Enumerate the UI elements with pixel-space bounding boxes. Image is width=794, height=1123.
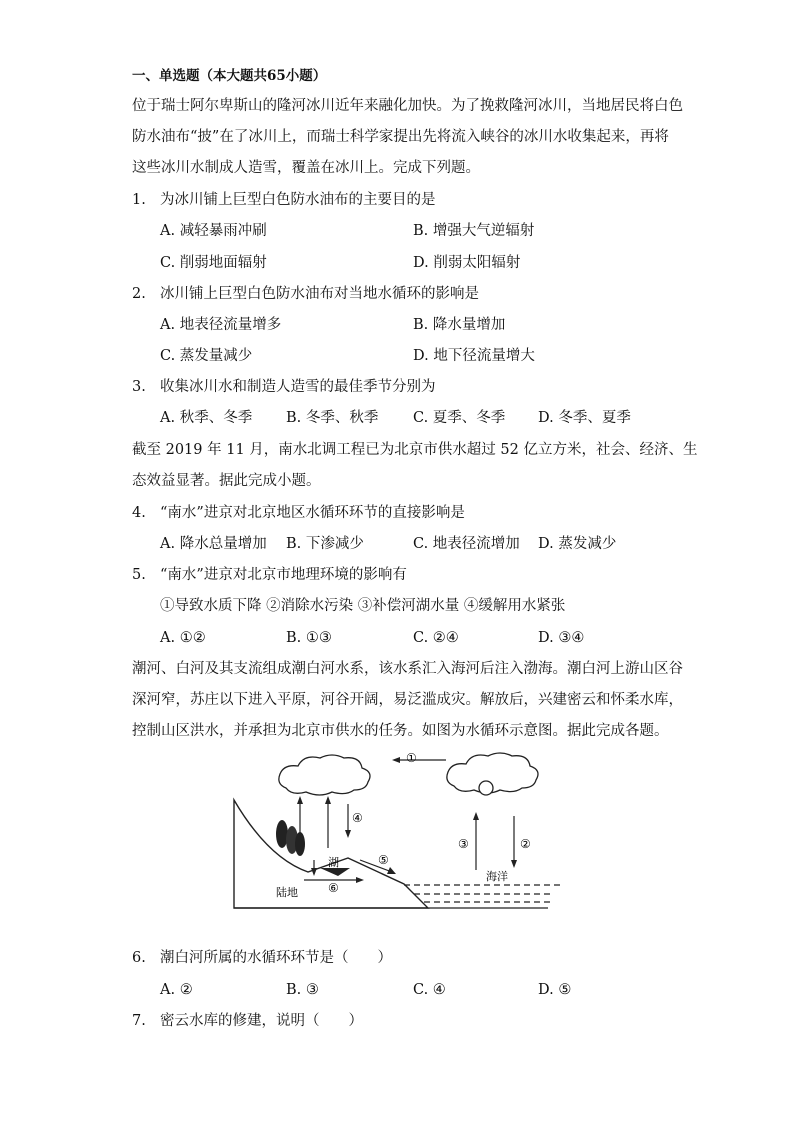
lake — [320, 868, 350, 876]
q5-option-d: D. ③④ — [538, 630, 585, 646]
question-7 — [132, 1011, 363, 1031]
passage2-line1: 截至 2019 年 11 月，南水北调工程已为北京市供水超过 52 亿立方米，社会、经济、生 — [132, 442, 698, 458]
q6-option-c: C. ④ — [413, 982, 446, 998]
question-stem: 为冰川铺上巨型白色防水油布的主要目的是 — [160, 192, 436, 208]
q2-option-d: D. 地下径流量增大 — [413, 348, 535, 364]
question-3 — [132, 377, 436, 397]
q5-option-b: B. ①③ — [286, 630, 332, 646]
q2-option-a: A. 地表径流量增多 — [160, 317, 282, 333]
question-number: 7. — [132, 1013, 146, 1029]
passage1-line1: 位于瑞士阿尔卑斯山的隆河冰川近年来融化加快。为了挽救隆河冰川，当地居民将白色 — [132, 98, 683, 114]
q1-option-d: D. 削弱太阳辐射 — [413, 255, 521, 271]
ocean-label: 海洋 — [486, 870, 508, 883]
question-stem: 收集冰川水和制造人造雪的最佳季节分别为 — [160, 379, 436, 395]
q1-option-a: A. 减轻暴雨冲刷 — [160, 223, 267, 239]
q2-option-c: C. 蒸发量减少 — [160, 348, 253, 364]
question-6 — [132, 948, 392, 968]
water-cycle-diagram — [228, 748, 568, 914]
question-5 — [132, 565, 407, 585]
q4-option-b: B. 下渗减少 — [286, 536, 364, 552]
land-label: 陆地 — [276, 886, 298, 899]
passage2-line2: 态效益显著。据此完成小题。 — [132, 473, 321, 489]
question-4 — [132, 503, 465, 523]
passage3-line1: 潮河、白河及其支流组成潮白河水系，该水系汇入海河后注入渤海。潮白河上游山区谷 — [132, 661, 683, 677]
q4-option-d: D. 蒸发减少 — [538, 536, 617, 552]
passage3-line2: 深河窄，苏庄以下进入平原，河谷开阔，易泛滥成灾。解放后，兴建密云和怀柔水库， — [132, 692, 683, 708]
label-5: ⑤ — [378, 853, 389, 867]
q4-option-c: C. 地表径流增加 — [413, 536, 520, 552]
question-number: 3. — [132, 379, 146, 395]
q4-option-a: A. 降水总量增加 — [160, 536, 267, 552]
label-4: ④ — [352, 811, 363, 825]
question-stem: 密云水库的修建，说明（ ） — [160, 1013, 363, 1029]
label-2: ② — [520, 837, 531, 851]
q2-option-b: B. 降水量增加 — [413, 317, 506, 333]
q5-choices: ①导致水质下降 ②消除水污染 ③补偿河湖水量 ④缓解用水紧张 — [160, 598, 566, 614]
q5-option-c: C. ②④ — [413, 630, 459, 646]
passage1-line3: 这些冰川水制成人造雪，覆盖在冰川上。完成下列题。 — [132, 160, 480, 176]
passage3-line3: 控制山区洪水，并承担为北京市供水的任务。如图为水循环示意图。据此完成各题。 — [132, 723, 669, 739]
question-number: 4. — [132, 505, 146, 521]
q3-option-a: A. 秋季、冬季 — [160, 410, 253, 426]
question-number: 5. — [132, 567, 146, 583]
question-stem: “南水”进京对北京地区水循环环节的直接影响是 — [160, 505, 465, 521]
question-number: 1. — [132, 192, 146, 208]
q5-option-a: A. ①② — [160, 630, 206, 646]
left-cloud — [279, 755, 370, 795]
q3-option-d: D. 冬季、夏季 — [538, 410, 631, 426]
cloud-drop — [479, 781, 493, 795]
q6-option-d: D. ⑤ — [538, 982, 572, 998]
q1-option-b: B. 增强大气逆辐射 — [413, 223, 535, 239]
q3-option-c: C. 夏季、冬季 — [413, 410, 506, 426]
question-2 — [132, 284, 479, 304]
lake-label: 湖 — [328, 856, 339, 869]
question-number: 6. — [132, 950, 146, 966]
label-1: ① — [406, 751, 417, 765]
q3-option-b: B. 冬季、秋季 — [286, 410, 379, 426]
question-1 — [132, 190, 436, 210]
label-3: ③ — [458, 837, 469, 851]
tree-1 — [276, 820, 288, 848]
q1-option-c: C. 削弱地面辐射 — [160, 255, 267, 271]
label-6: ⑥ — [328, 881, 339, 895]
arrow-1-head — [392, 757, 400, 763]
passage1-line2: 防水油布“披”在了冰川上，而瑞士科学家提出先将流入峡谷的冰川水收集起来，再将 — [132, 129, 669, 145]
section-heading: 一、单选题（本大题共65小题） — [132, 68, 327, 84]
question-stem: 冰川铺上巨型白色防水油布对当地水循环的影响是 — [160, 286, 479, 302]
question-number: 2. — [132, 286, 146, 302]
question-stem: “南水”进京对北京市地理环境的影响有 — [160, 567, 407, 583]
q6-option-a: A. ② — [160, 982, 193, 998]
question-stem: 潮白河所属的水循环环节是（ ） — [160, 950, 392, 966]
q6-option-b: B. ③ — [286, 982, 319, 998]
